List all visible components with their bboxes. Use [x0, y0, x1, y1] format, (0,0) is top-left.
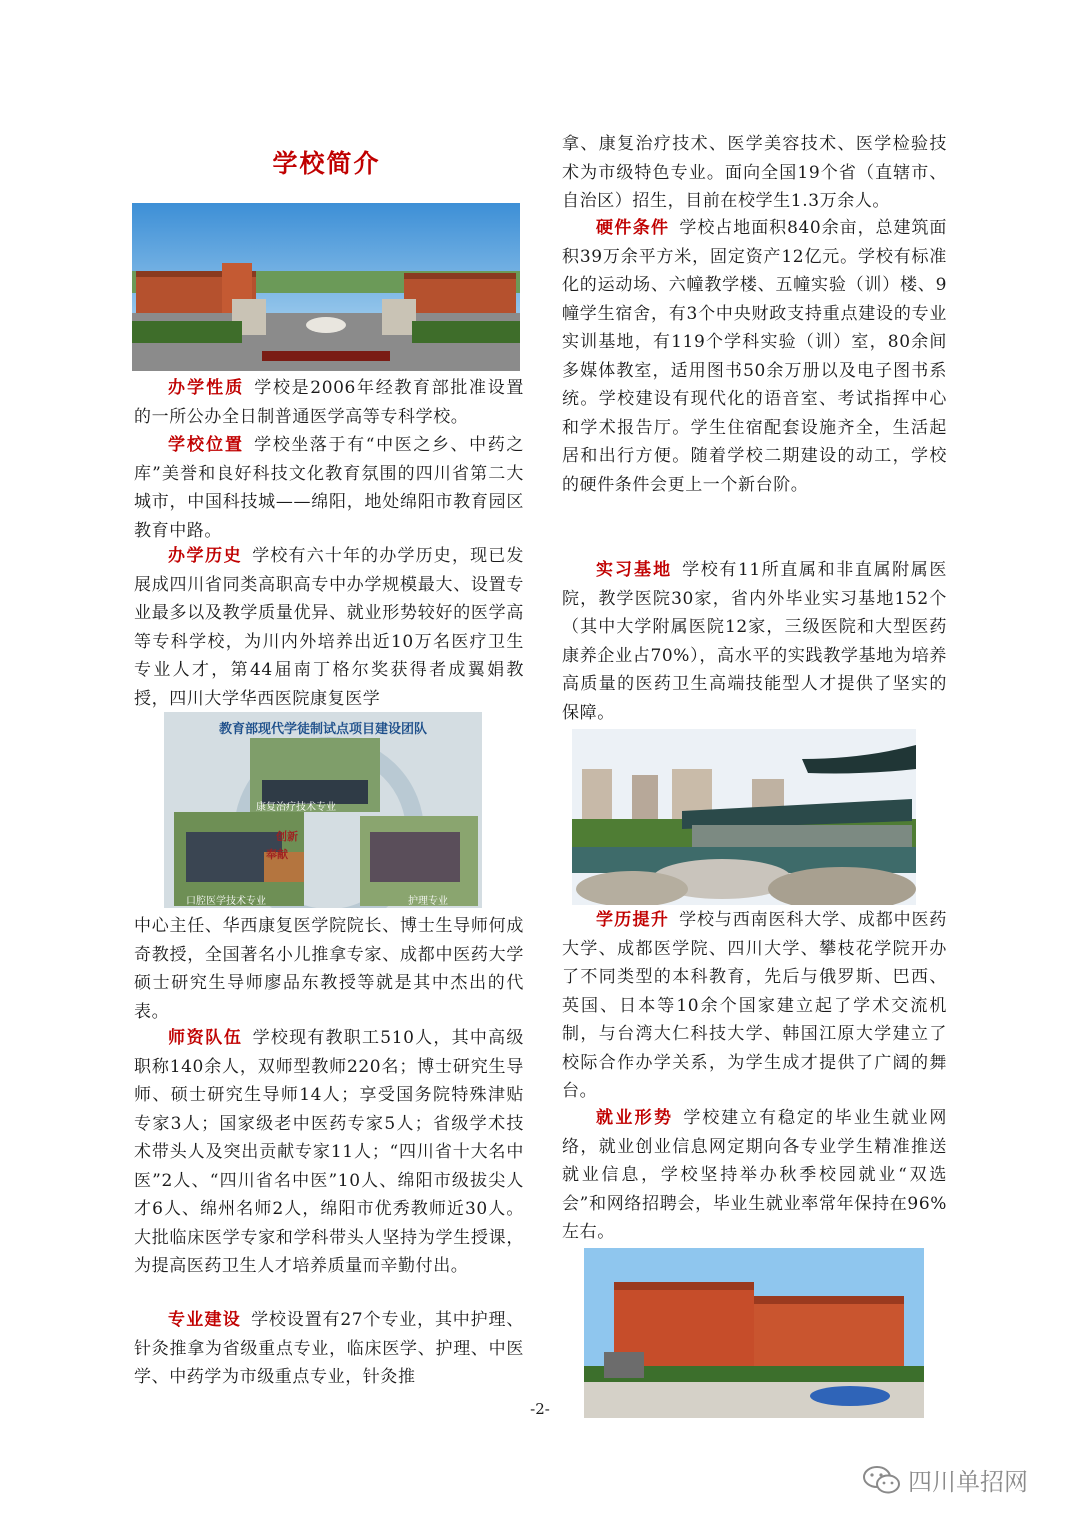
team-photo	[164, 712, 482, 908]
page-title: 学校简介	[272, 149, 381, 178]
para-majors-cont: 拿、康复治疗技术、医学美容技术、医学检验技术为市级特色专业。面向全国19个省（直辖市、自治区）招生，目前在校学生1.3万余人。	[562, 134, 947, 211]
campus-gate-illustration	[132, 203, 520, 371]
label-rehab: 康复治疗技术专业	[256, 802, 336, 813]
pavilion-photo	[572, 729, 916, 905]
para-hardware: 硬件条件 学校占地面积840余亩，总建筑面积39万余平方米，固定资产12亿元。学校有标准化的运动场、六幢教学楼、五幢实验（训）楼、9幢学生宿舍，有3个中央财政支持重点建设的专业实训基地，有119个学科实验（训）室，80余间多媒体教室，适用图书50余万册以及电子图书系统。学校建设有现代化的语音室、考试指挥中心和学术报告厅。学生住宿配套设施齐全，生活起居和出行方便。随着学校二期建设的动工，学校的硬件条件会更上一个新台阶。	[562, 218, 947, 495]
stone-text-dedication: 奉献	[266, 848, 288, 861]
team-banner: 教育部现代学徒制试点项目建设团队	[218, 722, 427, 737]
para-faculty: 师资队伍 学校现有教职工510人，其中高级职称140余人，双师型教师220名；博士研究生导师、硕士研究生导师14人；享受国务院特殊津贴专家3人；国家级老中医药专家5人；省级学术技术带头人及突出贡献专家11人；“四川省十大名中医”2人、“四川省名中医”10人、绵阳市级拔尖人才6人、绵州名师2人，绵阳市优秀教师近30人。大批临床医学专家和学科带头人坚持为学生授课，为提高医药卫生人才培养质量而辛勤付出。	[134, 1028, 524, 1276]
para-history: 办学历史 学校有六十年的办学历史，现已发展成四川省同类高职高专中办学规模最大、设置专业最多以及教学质量优异、就业形势较好的医学高等专科学校，为川内外培养出近10万名医疗卫生专业人才，第44届南丁格尔奖获得者成翼娟教授，四川大学华西医院康复医学	[134, 546, 525, 709]
building-illustration	[584, 1248, 924, 1418]
kw-faculty: 师资队伍	[168, 1028, 243, 1048]
kw-hardware: 硬件条件	[596, 218, 670, 238]
wechat-icon	[862, 1464, 902, 1496]
building-photo	[584, 1248, 924, 1418]
stone-text-innovation: 创新	[276, 830, 298, 843]
para-degree: 学历提升 学校与西南医科大学、成都中医药大学、成都医学院、四川大学、攀枝花学院开办了不同类型的本科教育，先后与俄罗斯、巴西、英国、日本等10余个国家建立起了学术交流机制，与台湾大仁科技大学、韩国江原大学建立了校际合作办学关系，为学生成才提供了广阔的舞台。	[562, 910, 948, 1101]
label-nursing: 护理专业	[408, 896, 448, 907]
watermark	[862, 1462, 1028, 1497]
watermark-text: 四川单招网	[908, 1468, 1028, 1496]
kw-majors: 专业建设	[168, 1310, 242, 1330]
kw-location: 学校位置	[168, 435, 245, 455]
kw-internship: 实习基地	[596, 560, 673, 580]
para-location: 学校位置 学校坐落于有“中医之乡、中药之库”美誉和良好科技文化教育氛围的四川省第二大城市，中国科技城——绵阳，地处绵阳市教育园区教育中路。	[134, 435, 524, 541]
kw-degree: 学历提升	[596, 910, 670, 930]
campus-gate-photo	[132, 203, 520, 371]
para-majors: 专业建设 学校设置有27个专业，其中护理、针灸推拿为省级重点专业，临床医学、护理、中医学、中药学为市级重点专业，针灸推	[134, 1310, 525, 1387]
kw-nature: 办学性质	[168, 378, 245, 398]
para-history-cont: 中心主任、华西康复医学院院长、博士生导师何成奇教授，全国著名小儿推拿专家、成都中医药大学硕士研究生导师廖品东教授等就是其中杰出的代表。	[134, 916, 524, 1022]
page-number: -2-	[530, 1400, 550, 1418]
pavilion-illustration	[572, 729, 916, 905]
para-internship: 实习基地 学校有11所直属和非直属附属医院，教学医院30家，省内外毕业实习基地152个（其中大学附属医院12家，三级医院和大型医药康养企业占70%），高水平的实践教学基地为培养高质量的医药卫生高端技能型人才提供了坚实的保障。	[562, 560, 947, 723]
kw-history: 办学历史	[168, 546, 243, 566]
kw-employment: 就业形势	[596, 1108, 674, 1128]
label-dental: 口腔医学技术专业	[186, 896, 266, 907]
para-employment: 就业形势 学校建立有稳定的毕业生就业网络，就业创业信息网定期向各专业学生精准推送就业信息，学校坚持举办秋季校园就业“双选会”和网络招聘会，毕业生就业率常年保持在96%左右。	[562, 1108, 948, 1242]
para-nature: 办学性质 学校是2006年经教育部批准设置的一所公办全日制普通医学高等专科学校。	[134, 378, 524, 427]
